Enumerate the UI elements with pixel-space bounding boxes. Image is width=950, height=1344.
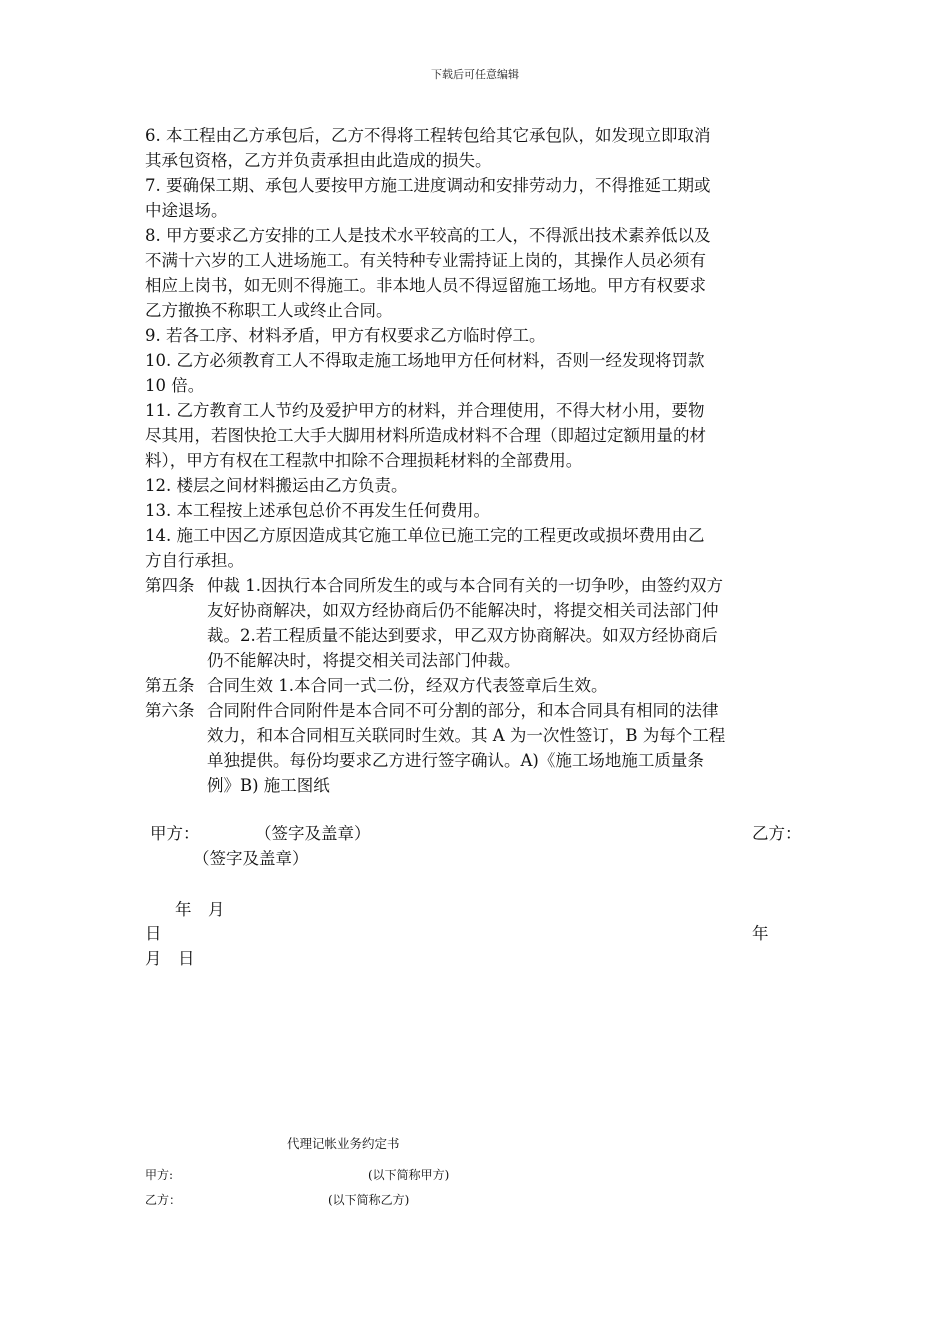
- party-a-sign-seal: （签字及盖章）: [255, 824, 371, 843]
- date-year-month-a: 年 月: [175, 900, 225, 919]
- clause-6-line-1: 6. 本工程由乙方承包后，乙方不得将工程转包给其它承包队，如发现立即取消: [145, 126, 711, 145]
- article-4-line-1: 仲裁 1.因执行本合同所发生的或与本合同有关的一切争吵，由签约双方: [207, 576, 723, 595]
- clause-11-line-1: 11. 乙方教育工人节约及爱护甲方的材料，并合理使用，不得大材小用，要物: [145, 401, 705, 420]
- second-doc-party-b-label: 乙方：: [145, 1193, 182, 1207]
- article-4-line-2: 友好协商解决，如双方经协商后仍不能解决时，将提交相关司法部门仲: [207, 601, 719, 620]
- article-4-label: 第四条: [145, 576, 195, 595]
- clause-8-line-2: 不满十六岁的工人进场施工。有关特种专业需持证上岗的，其操作人员必须有: [145, 251, 706, 270]
- article-6: [145, 698, 805, 798]
- date-year-b: 年: [752, 924, 769, 943]
- clause-14-line-1: 14. 施工中因乙方原因造成其它施工单位已施工完的工程更改或损坏费用由乙: [145, 526, 705, 545]
- article-6-label: 第六条: [145, 701, 195, 720]
- article-4-line-4: 仍不能解决时，将提交相关司法部门仲裁。: [207, 651, 521, 670]
- clause-6-line-2: 其承包资格，乙方并负责承担由此造成的损失。: [145, 151, 492, 170]
- clause-11-line-3: 料），甲方有权在工程款中扣除不合理损耗材料的全部费用。: [145, 451, 583, 470]
- article-5-label: 第五条: [145, 676, 195, 695]
- clause-12-line-1: 12. 楼层之间材料搬运由乙方负责。: [145, 476, 408, 495]
- clause-11-line-2: 尽其用，若图快抢工大手大脚用材料所造成材料不合理（即超过定额用量的材: [145, 426, 706, 445]
- article-6-line-2: 效力，和本合同相互关联同时生效。其 A 为一次性签订，B 为每个工程: [207, 726, 726, 745]
- clause-10-line-2: 10 倍。: [145, 376, 205, 395]
- clause-13-line-1: 13. 本工程按上述承包总价不再发生任何费用。: [145, 501, 490, 520]
- second-doc-party-a-label: 甲方:: [145, 1168, 174, 1182]
- party-b-sign-seal: （签字及盖章）: [193, 849, 309, 868]
- article-4-line-3: 裁。2.若工程质量不能达到要求，甲乙双方协商解决。如双方经协商后: [207, 626, 718, 645]
- page-header: 下载后可任意编辑: [431, 68, 519, 81]
- date-day-a: 日: [145, 924, 162, 943]
- date-month-day-b: 月 日: [145, 949, 195, 968]
- clause-7-line-1: 7. 要确保工期、承包人要按甲方施工进度调动和安排劳动力，不得推延工期或: [145, 176, 711, 195]
- article-6-line-1: 合同附件合同附件是本合同不可分割的部分，和本合同具有相同的法律: [207, 701, 719, 720]
- clauses-list: [145, 123, 805, 573]
- clause-9-line-1: 9. 若各工序、材料矛盾，甲方有权要求乙方临时停工。: [145, 326, 546, 345]
- article-6-line-4: 例》B) 施工图纸: [207, 776, 330, 795]
- article-5-line-1: 合同生效 1.本合同一式二份，经双方代表签章后生效。: [207, 676, 608, 695]
- second-doc-title: 代理记帐业务约定书: [287, 1136, 400, 1151]
- clause-10-line-1: 10. 乙方必须教育工人不得取走施工场地甲方任何材料，否则一经发现将罚款: [145, 351, 705, 370]
- article-6-line-3: 单独提供。每份均要求乙方进行签字确认。A)《施工场地施工质量条: [207, 751, 704, 770]
- clause-8-line-3: 相应上岗书，如无则不得施工。非本地人员不得逗留施工场地。甲方有权要求: [145, 276, 706, 295]
- party-b-label: 乙方：: [752, 824, 802, 843]
- article-4: [145, 573, 805, 673]
- clause-7-line-2: 中途退场。: [145, 201, 228, 220]
- second-doc-party-b-note: (以下简称乙方): [328, 1193, 410, 1207]
- clause-14-line-2: 方自行承担。: [145, 551, 244, 570]
- clause-8-line-4: 乙方撤换不称职工人或终止合同。: [145, 301, 393, 320]
- clause-8-line-1: 8. 甲方要求乙方安排的工人是技术水平较高的工人，不得派出技术素养低以及: [145, 226, 711, 245]
- second-doc-party-a-note: (以下简称甲方): [368, 1168, 450, 1182]
- article-5: [145, 673, 805, 698]
- party-a-label: 甲方：: [150, 824, 200, 843]
